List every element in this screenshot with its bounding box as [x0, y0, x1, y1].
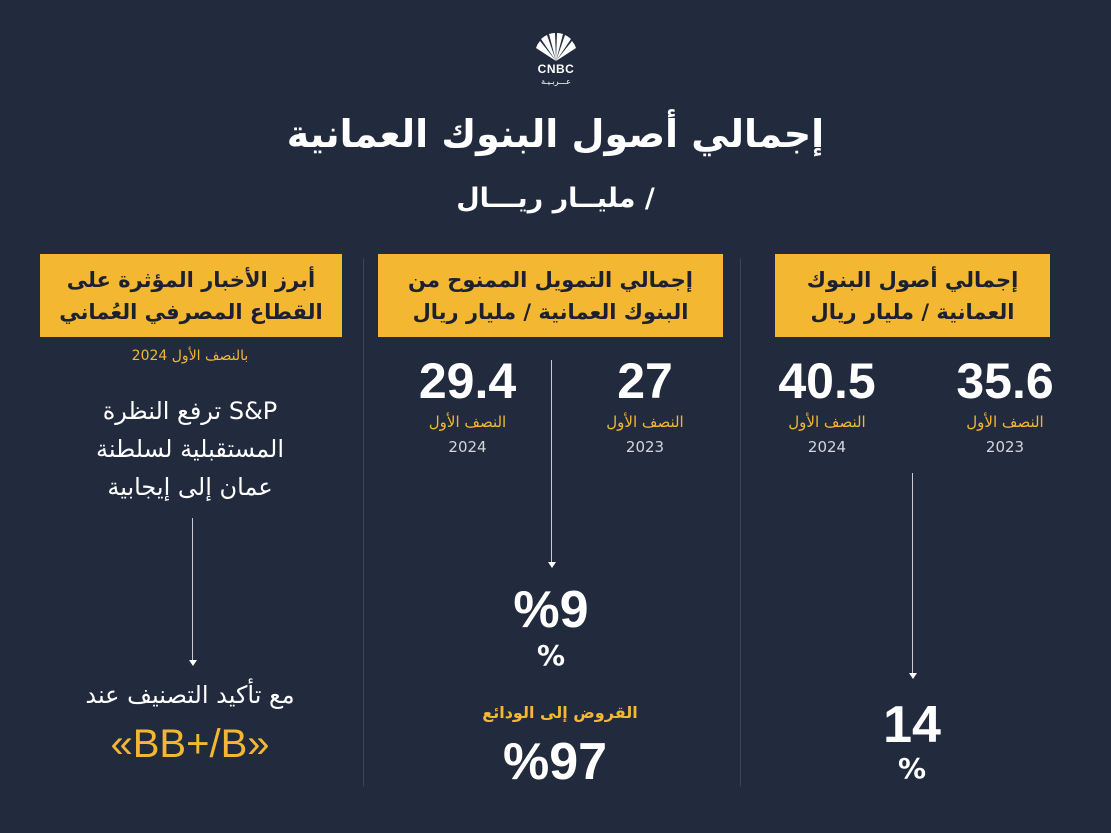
news-headline: [40, 392, 340, 506]
assets-box-line2: العمانية / مليار ريال: [810, 299, 1015, 324]
assets-change-unit: %: [897, 752, 927, 785]
loan-deposit-value: %97: [502, 733, 608, 791]
assets-2023-period: النصف الأول: [966, 413, 1044, 431]
news-headline-line1: S&P ترفع النظرة: [102, 397, 278, 425]
logo-subtext: عـــربـيـة: [541, 77, 571, 86]
financing-change-value: %9: [513, 581, 589, 639]
financing-box-line2: البنوك العمانية / مليار ريال: [412, 299, 689, 324]
assets-box-line1: إجمالي أصول البنوك: [806, 267, 1019, 292]
news-headline-line2: المستقبلية لسلطنة: [95, 435, 285, 463]
financing-2024-period: النصف الأول: [428, 413, 507, 431]
rating-line: مع تأكيد التصنيف عند: [85, 681, 295, 709]
assets-2023-value: 35.6: [956, 353, 1054, 409]
column-divider: [363, 258, 364, 786]
financing-2023-period: النصف الأول: [606, 413, 684, 431]
arrow-down-icon: [909, 673, 917, 679]
news-headline-line3: عمان إلى إيجابية: [107, 473, 273, 501]
news-box-line2: القطاع المصرفي العُماني: [59, 299, 323, 324]
page-title: إجمالي أصول البنوك العمانية: [286, 112, 825, 156]
logo-text: CNBC: [537, 62, 575, 76]
financing-2024-year: 2024: [448, 438, 487, 456]
assets-2024-value: 40.5: [778, 353, 876, 409]
financing-change-unit: %: [536, 639, 566, 672]
arrow-down-icon: [548, 562, 556, 568]
assets-connector-line: [912, 473, 913, 673]
assets-header-box: [775, 254, 1050, 337]
column-divider: [740, 258, 741, 786]
news-connector-line: [192, 518, 193, 660]
peacock-icon: [530, 32, 582, 62]
news-header-box: [40, 254, 342, 337]
assets-change-value: 14: [883, 696, 941, 754]
assets-2024-period: النصف الأول: [788, 413, 866, 431]
financing-box-line1: إجمالي التمويل الممنوح من: [408, 267, 693, 292]
financing-2023-year: 2023: [625, 438, 665, 456]
news-box-line1: أبرز الأخبار المؤثرة على: [66, 267, 316, 292]
financing-header-box: [378, 254, 723, 337]
loan-deposit-label: القروض إلى الودائع: [482, 703, 638, 722]
rating-value: «BB+/B»: [110, 722, 270, 766]
arrow-down-icon: [189, 660, 197, 666]
page-subtitle: / مليــار ريـــال: [456, 183, 655, 214]
cnbc-arabia-logo: [520, 32, 592, 92]
financing-2024-value: 29.4: [418, 353, 517, 409]
financing-connector-line: [551, 360, 552, 562]
financing-2023-value: 27: [617, 353, 673, 409]
assets-2023-year: 2023: [985, 438, 1025, 456]
news-period: بالنصف الأول 2024: [131, 348, 249, 364]
assets-2024-year: 2024: [807, 438, 847, 456]
